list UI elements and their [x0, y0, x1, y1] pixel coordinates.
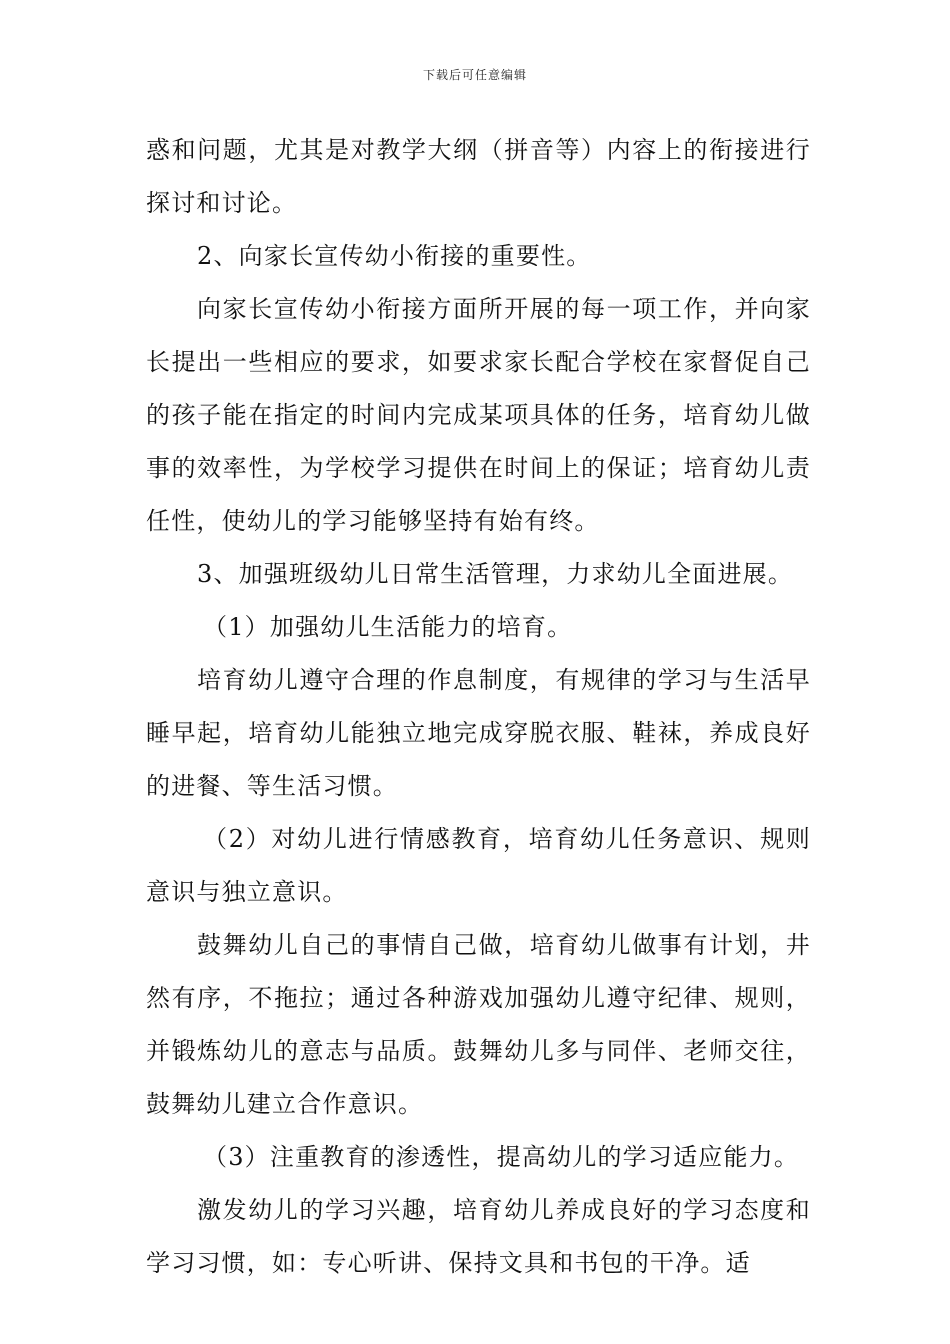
subheading-2: （2）对幼儿进行情感教育，培育幼儿任务意识、规则意识与独立意识。	[146, 825, 811, 906]
section-heading-2: 2、向家长宣传幼小衔接的重要性。	[197, 242, 592, 270]
subheading-3: （3）注重教育的渗透性，提高幼儿的学习适应能力。	[203, 1143, 800, 1171]
paragraph-independence: 鼓舞幼儿自己的事情自己做，培育幼儿做事有计划，井然有序，不拖拉；通过各种游戏加强幼儿遵守纪律、规则，并锻炼幼儿的意志与品质。鼓舞幼儿多与同伴、老师交往，鼓舞幼儿建立合作意识。	[146, 931, 811, 1118]
subheading-1: （1）加强幼儿生活能力的培育。	[203, 613, 573, 641]
document-body	[146, 124, 811, 1290]
paragraph-continuation: 惑和问题，尤其是对教学大纲（拼音等）内容上的衔接进行探讨和讨论。	[146, 136, 811, 217]
header-note: 下载后可任意编辑	[422, 68, 527, 82]
paragraph-learning-interest: 激发幼儿的学习兴趣，培育幼儿养成良好的学习态度和学习习惯，如：专心听讲、保持文具和书包的干净。适	[146, 1196, 811, 1277]
paragraph-parent-communication: 向家长宣传幼小衔接方面所开展的每一项工作，并向家长提出一些相应的要求，如要求家长配合学校在家督促自己的孩子能在指定的时间内完成某项具体的任务，培育幼儿做事的效率性，为学校学习提供在时间上的保证；培育幼儿责任性，使幼儿的学习能够坚持有始有终。	[146, 295, 811, 535]
section-heading-3: 3、加强班级幼儿日常生活管理，力求幼儿全面进展。	[197, 560, 794, 588]
paragraph-life-skills: 培育幼儿遵守合理的作息制度，有规律的学习与生活早睡早起，培育幼儿能独立地完成穿脱衣服、鞋袜，养成良好的进餐、等生活习惯。	[146, 666, 811, 800]
